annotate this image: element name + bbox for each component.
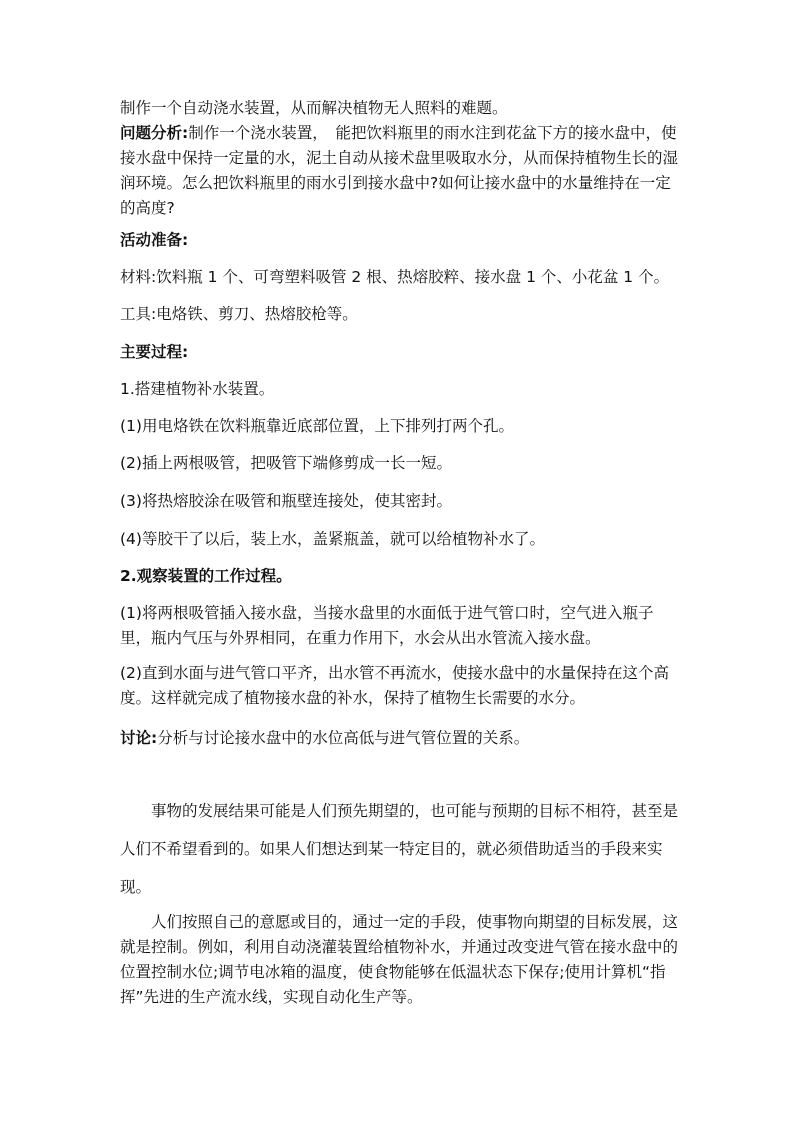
step1-item: (1)用电烙铁在饮料瓶靠近底部位置，上下排列打两个孔。 (120, 417, 514, 435)
problem-analysis-label: 问题分析: (120, 124, 189, 142)
step2-item: (1)将两根吸管插入接水盘，当接水盘里的水面低于进气管口时，空气进入瓶子里，瓶内气压与外界相同，在重力作用下，水会从出水管流入接水盘。 (120, 604, 654, 647)
step1-item: (4)等胶干了以后，装上水，盖紧瓶盖，就可以给植物补水了。 (120, 530, 545, 548)
discussion-text: 分析与讨论接水盘中的水位高低与进气管位置的关系。 (157, 729, 530, 747)
problem-analysis-text: 制作一个浇水装置， 能把饮料瓶里的雨水注到花盆下方的接水盘中，使接水盘中保持一定量的水，泥土自动从接术盘里吸取水分，从而保持植物生长的湿润环境。怎么把饮料瓶里的雨水引到接水盘中?如何让接水盘中的水量维持在一定的高度? (120, 124, 679, 217)
intro-line: 制作一个自动浇水装置，从而解决植物无人照料的难题。 (120, 99, 508, 117)
body-paragraph-2: 人们按照自己的意愿或目的，通过一定的手段，使事物向期望的目标发展，这就是控制。例如，利用自动浇灌装置给植物补水，并通过改变进气管在接水盘中的位置控制水位;调节电冰箱的温度，使食物能够在低温状态下保存;使用计算机“指挥”先进的生产流水线，实现自动化生产等。 (120, 913, 679, 1006)
activity-prep-heading: 活动准备: (120, 231, 189, 249)
discussion-line (120, 726, 680, 751)
step1-item: (2)插上两根吸管，把吸管下端修剪成一长一短。 (120, 454, 452, 472)
tools-line: 工具:电烙铁、剪刀、热熔胶枪等。 (120, 305, 358, 323)
materials-line: 材料:饮料瓶 1 个、可弯塑料吸管 2 根、热熔胶粹、接水盘 1 个、小花盆 1 个。 (120, 268, 670, 286)
main-process-heading: 主要过程: (120, 343, 189, 361)
problem-analysis-paragraph (120, 121, 680, 221)
step2-item: (2)直到水面与进气管口平齐，出水管不再流水，使接水盘中的水量保持在这个高度。这样就完成了植物接水盘的补水，保持了植物生长需要的水分。 (120, 664, 669, 707)
discussion-label: 讨论: (120, 729, 158, 747)
step2-title: 2.观察装置的工作过程。 (120, 567, 292, 585)
body-paragraph-1: 事物的发展结果可能是人们预先期望的，也可能与预期的目标不相符，甚至是人们不希望看到的。如果人们想达到某一特定目的，就必须借助适当的手段来实现。 (120, 802, 679, 896)
step1-title: 1.搭建植物补水装置。 (120, 380, 275, 398)
step1-item: (3)将热熔胶涂在吸管和瓶壁连接处，使其密封。 (120, 492, 452, 510)
